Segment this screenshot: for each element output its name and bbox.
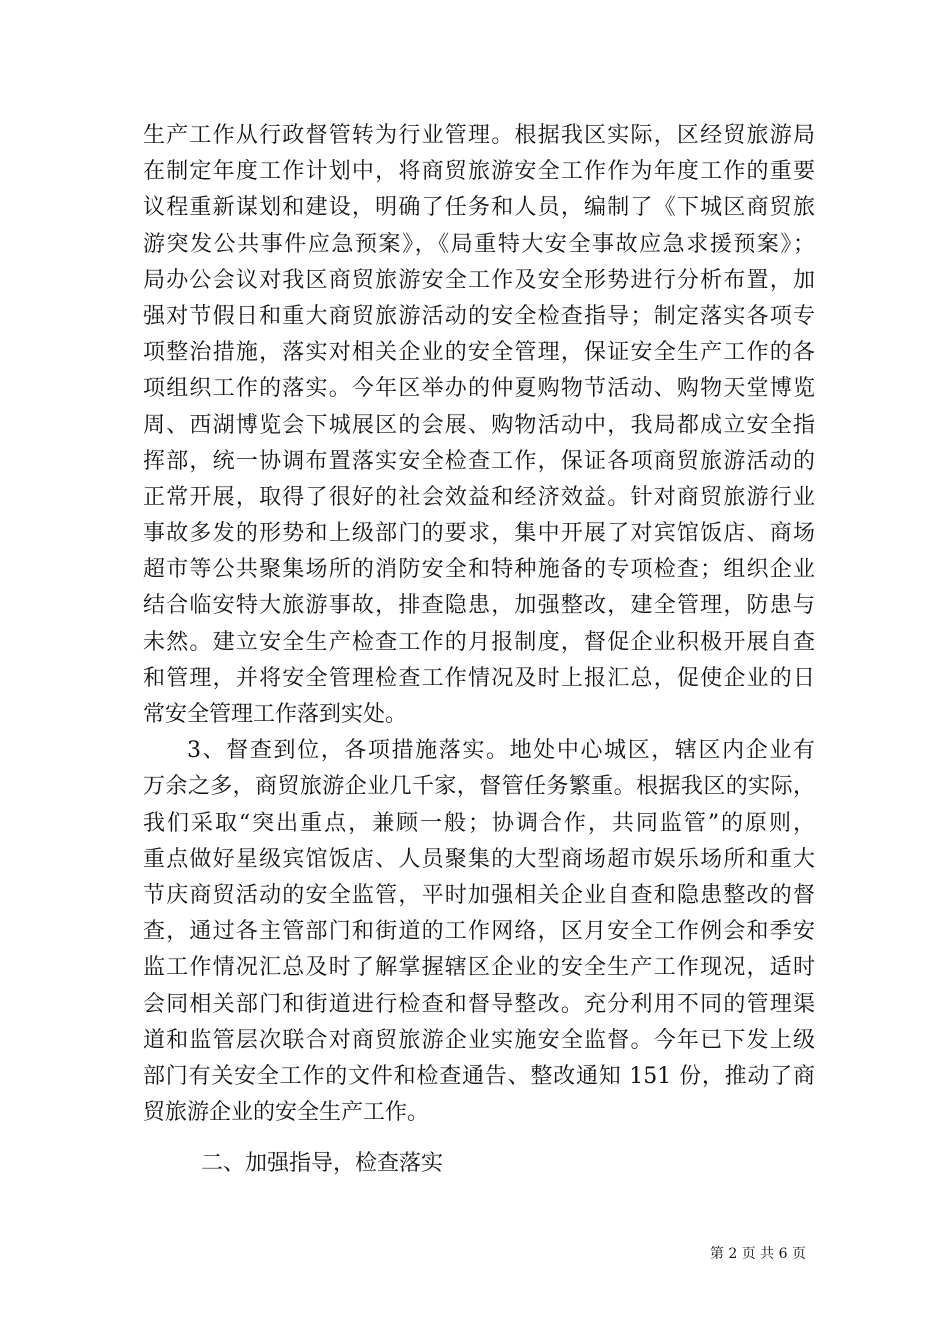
text-line: 局办公会议对我区商贸旅游安全工作及安全形势进行分析布置，加 bbox=[143, 267, 815, 293]
text-line: 和管理，并将安全管理检查工作情况及时上报汇总，促使企业的日 bbox=[143, 665, 815, 691]
text-line: 事故多发的形势和上级部门的要求，集中开展了对宾馆饭店、商场 bbox=[143, 521, 815, 547]
text-line: 结合临安特大旅游事故，排查隐患，加强整改，建全管理，防患与 bbox=[143, 593, 815, 619]
text-line: 节庆商贸活动的安全监管，平时加强相关企业自查和隐患整改的督 bbox=[143, 882, 815, 908]
text-line: 道和监管层次联合对商贸旅游企业实施安全监督。今年已下发上级 bbox=[143, 1027, 815, 1053]
text-line: 重点做好星级宾馆饭店、人员聚集的大型商场超市娱乐场所和重大 bbox=[143, 846, 815, 872]
text-line: 议程重新谋划和建设，明确了任务和人员，编制了《下城区商贸旅 bbox=[143, 195, 815, 221]
text-line: 未然。建立安全生产检查工作的月报制度，督促企业积极开展自查 bbox=[143, 629, 815, 655]
text-line: 贸旅游企业的安全生产工作。 bbox=[143, 1100, 430, 1126]
text-line: 万余之多，商贸旅游企业几千家，督管任务繁重。根据我区的实际， bbox=[143, 774, 815, 800]
text-line: 强对节假日和重大商贸旅游活动的安全检查指导；制定落实各项专 bbox=[143, 303, 815, 329]
text-line: 监工作情况汇总及时了解掌握辖区企业的安全生产工作现况，适时 bbox=[143, 955, 815, 981]
text-line: 我们采取“突出重点，兼顾一般；协调合作，共同监管”的原则， bbox=[143, 810, 815, 836]
text-line: 项整治措施，落实对相关企业的安全管理，保证安全生产工作的各 bbox=[143, 340, 815, 366]
text-line: 正常开展，取得了很好的社会效益和经济效益。针对商贸旅游行业 bbox=[143, 484, 815, 510]
text-line: 超市等公共聚集场所的消防安全和特种施备的专项检查；组织企业 bbox=[143, 557, 815, 583]
page-number-footer: 第 2 页 共 6 页 bbox=[709, 1246, 806, 1262]
section-heading: 二、加强指导，检查落实 bbox=[201, 1151, 444, 1176]
paragraph-supervision bbox=[143, 733, 815, 1131]
text-line: 查，通过各主管部门和街道的工作网络，区月安全工作例会和季安 bbox=[143, 919, 815, 945]
text-line: 常安全管理工作落到实处。 bbox=[143, 702, 408, 727]
text-line: 3、督查到位，各项措施落实。地处中心城区，辖区内企业有 bbox=[187, 738, 815, 764]
text-line: 周、西湖博览会下城展区的会展、购物活动中，我局都成立安全指 bbox=[143, 412, 815, 438]
text-line: 项组织工作的落实。今年区举办的仲夏购物节活动、购物天堂博览 bbox=[143, 376, 815, 402]
paragraph-safety-management bbox=[143, 118, 815, 733]
text-line: 会同相关部门和街道进行检查和督导整改。充分利用不同的管理渠 bbox=[143, 991, 815, 1017]
text-line: 游突发公共事件应急预案》，《局重特大安全事故应急求援预案》； bbox=[143, 231, 815, 257]
document-body bbox=[143, 118, 815, 1131]
text-line: 在制定年度工作计划中，将商贸旅游安全工作作为年度工作的重要 bbox=[143, 159, 815, 185]
text-line: 生产工作从行政督管转为行业管理。根据我区实际，区经贸旅游局 bbox=[143, 123, 815, 148]
text-line: 部门有关安全工作的文件和检查通告、整改通知 151 份，推动了商 bbox=[143, 1063, 815, 1089]
text-line: 挥部，统一协调布置落实安全检查工作，保证各项商贸旅游活动的 bbox=[143, 448, 815, 474]
